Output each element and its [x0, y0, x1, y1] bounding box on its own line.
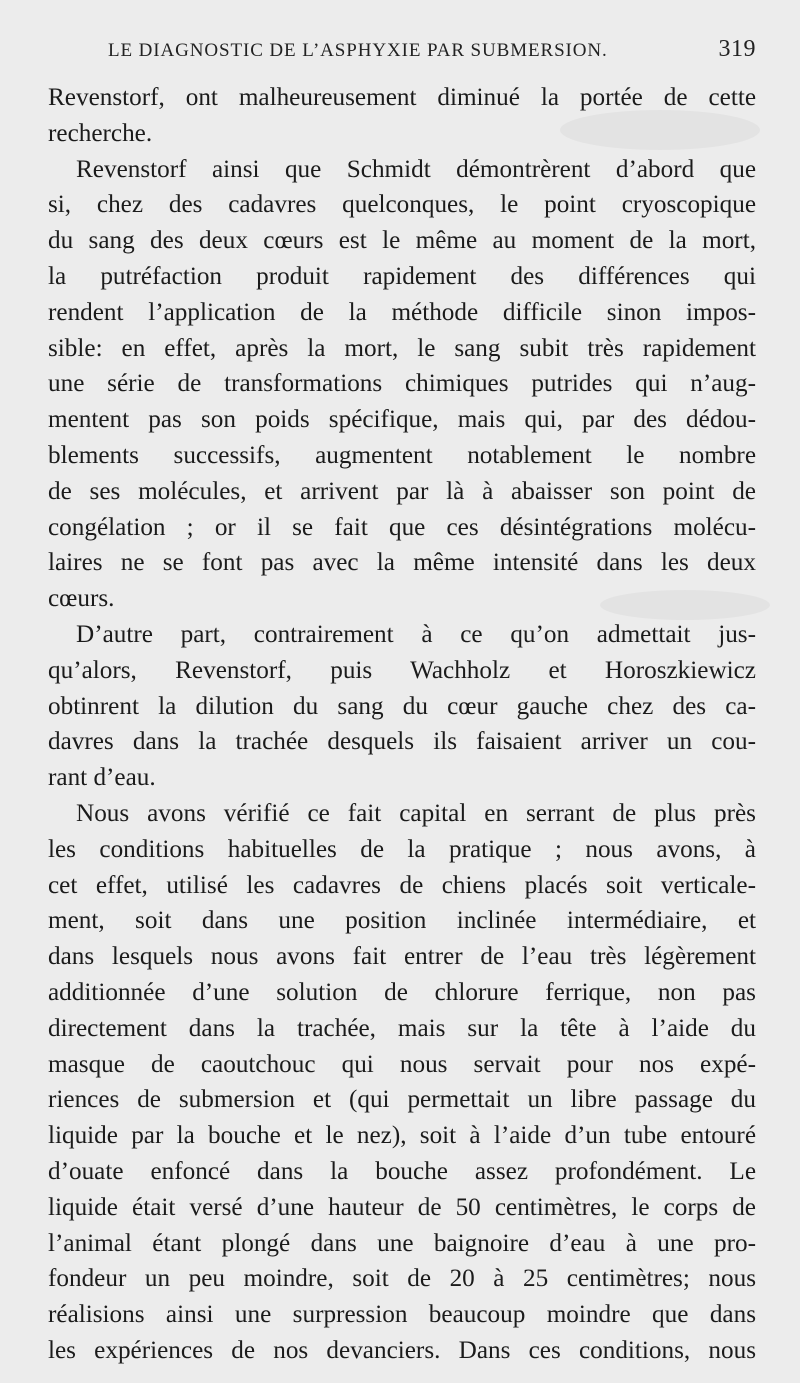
text-line: cœurs. [48, 585, 115, 613]
text-line: fondeur un peu moindre, soit de 20 à 25 centimètres; nous [48, 1265, 756, 1293]
text-line: les expériences de nos devanciers. Dans ces conditions, nous [48, 1336, 756, 1364]
text-line: cet effet, utilisé les cadavres de chiens placés soit verticale- [48, 871, 756, 899]
text-line: masque de caoutchouc qui nous servait pour nos expé- [48, 1050, 756, 1078]
text-line: riences de submersion et (qui permettait un libre passage du [48, 1086, 756, 1114]
text-line: laires ne se font pas avec la même intensité dans les deux [48, 549, 756, 577]
text-line: du sang des deux cœurs est le même au moment de la mort, [48, 227, 756, 255]
text-line: davres dans la trachée desquels ils faisaient arriver un cou- [48, 728, 756, 756]
text-line: dans lesquels nous avons fait entrer de l’eau très légèrement [48, 943, 756, 971]
text-line: blements successifs, augmentent notablement le nombre [48, 441, 756, 469]
text-line: recherche. [48, 119, 153, 147]
text-line: une série de transformations chimiques putrides qui n’aug- [48, 370, 756, 398]
text-line: Revenstorf, ont malheureusement diminué la portée de cette [48, 84, 756, 111]
text-line: liquide était versé d’une hauteur de 50 centimètres, le corps de [48, 1193, 756, 1221]
text-line: congélation ; or il se fait que ces désintégrations molécu- [48, 513, 756, 541]
text-line: additionnée d’une solution de chlorure ferrique, non pas [48, 978, 756, 1006]
text-line: la putréfaction produit rapidement des différences qui [48, 262, 756, 290]
text-line: rendent l’application de la méthode difficile sinon impos- [48, 298, 756, 326]
text-line: D’autre part, contrairement à ce qu’on admettait jus- [76, 620, 756, 648]
text-line: mentent pas son poids spécifique, mais qui, par des dédou- [48, 406, 756, 434]
text-line: d’ouate enfoncé dans la bouche assez profondément. Le [48, 1157, 756, 1185]
text-line: sible: en effet, après la mort, le sang subit très rapidement [48, 334, 756, 362]
text-line: directement dans la trachée, mais sur la tête à l’aide du [48, 1014, 756, 1042]
text-line: rant d’eau. [48, 764, 156, 792]
text-line: Revenstorf ainsi que Schmidt démontrèrent d’abord que [76, 155, 756, 183]
text-line: obtinrent la dilution du sang du cœur gauche chez des ca- [48, 692, 756, 720]
text-line: réalisions ainsi une surpression beaucoup moindre que dans [48, 1301, 756, 1329]
body-text [48, 80, 756, 1369]
text-line: les conditions habituelles de la pratique ; nous avons, à [48, 835, 756, 863]
text-line: Nous avons vérifié ce fait capital en serrant de plus près [76, 799, 756, 827]
text-line: l’animal étant plongé dans une baignoire d’eau à une pro- [48, 1229, 756, 1257]
running-header [108, 36, 756, 66]
text-line: ment, soit dans une position inclinée intermédiaire, et [48, 907, 756, 935]
page-number: 319 [718, 36, 756, 62]
running-title: LE DIAGNOSTIC DE L’ASPHYXIE PAR SUBMERSION. [108, 40, 608, 61]
text-line: liquide par la bouche et le nez), soit à l’aide d’un tube entouré [48, 1122, 756, 1150]
text-line: si, chez des cadavres quelconques, le point cryoscopique [48, 191, 756, 219]
text-line: qu’alors, Revenstorf, puis Wachholz et Horoszkiewicz [48, 656, 756, 684]
text-line: de ses molécules, et arrivent par là à abaisser son point de [48, 477, 756, 505]
